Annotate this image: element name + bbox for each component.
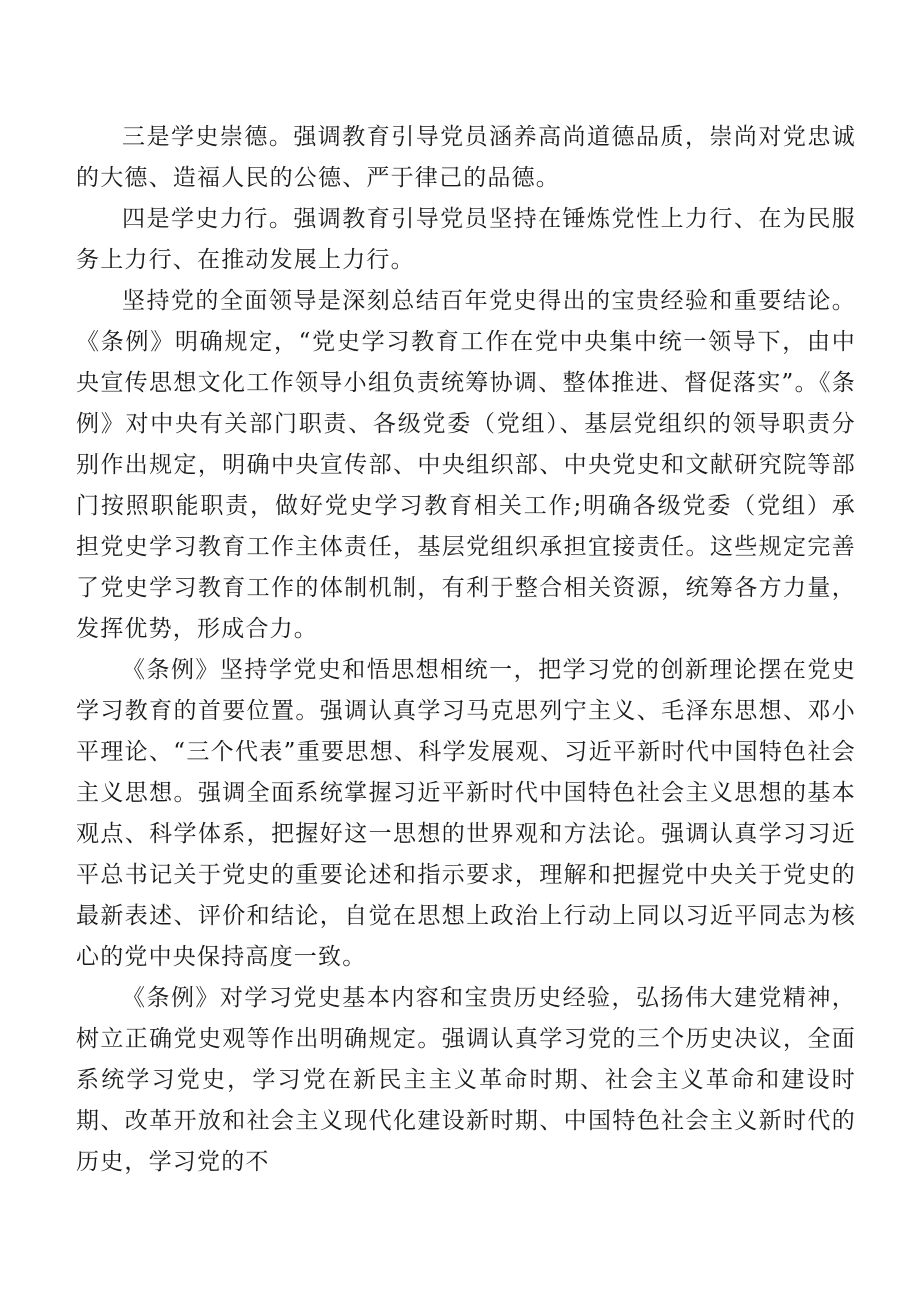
paragraph-5: 《条例》对学习党史基本内容和宝贵历史经验，弘扬伟大建党精神，树立正确党史观等作出明确规定。强调认真学习党的三个历史决议，全面系统学习党史，学习党在新民主主义革命时期、社会主义革命和建设时期、改革开放和社会主义现代化建设新时期、中国特色社会主义新时代的历史，学习党的不 (76, 985, 856, 1175)
paragraph-3: 坚持党的全面领导是深刻总结百年党史得出的宝贵经验和重要结论。《条例》明确规定，“党史学习教育工作在党中央集中统一领导下，由中央宣传思想文化工作领导小组负责统筹协调、整体推进、督促落实”。《条例》对中央有关部门职责、各级党委（党组）、基层党组织的领导职责分别作出规定，明确中央宣传部、中央组织部、中央党史和文献研究院等部门按照职能职责，做好党史学习教育相关工作;明确各级党委（党组）承担党史学习教育工作主体责任，基层党组织承担宜接责任。这些规定完善了党史学习教育工作的体制机制，有利于整合相关资源，统筹各方力量，发挥优势，形成合力。 (76, 288, 856, 642)
paragraph-2: 四是学史力行。强调教育引导党员坚持在锤炼党性上力行、在为民服务上力行、在推动发展上力行。 (76, 206, 856, 273)
paragraph-1: 三是学史崇德。强调教育引导党员涵养高尚道德品质，崇尚对党忠诚的大德、造福人民的公德、严于律己的品德。 (76, 124, 856, 191)
document-body (76, 117, 856, 1183)
paragraph-4: 《条例》坚持学党史和悟思想相统一，把学习党的创新理论摆在党史学习教育的首要位置。强调认真学习马克思列宁主义、毛泽东思想、邓小平理论、“三个代表”重要思想、科学发展观、习近平新时代中国特色社会主义思想。强调全面系统掌握习近平新时代中国特色社会主义思想的基本观点、科学体系，把握好这一思想的世界观和方法论。强调认真学习习近平总书记关于党史的重要论述和指示要求，理解和把握党中央关于党史的最新表述、评价和结论，自觉在思想上政治上行动上同以习近平同志为核心的党中央保持高度一致。 (76, 657, 856, 970)
